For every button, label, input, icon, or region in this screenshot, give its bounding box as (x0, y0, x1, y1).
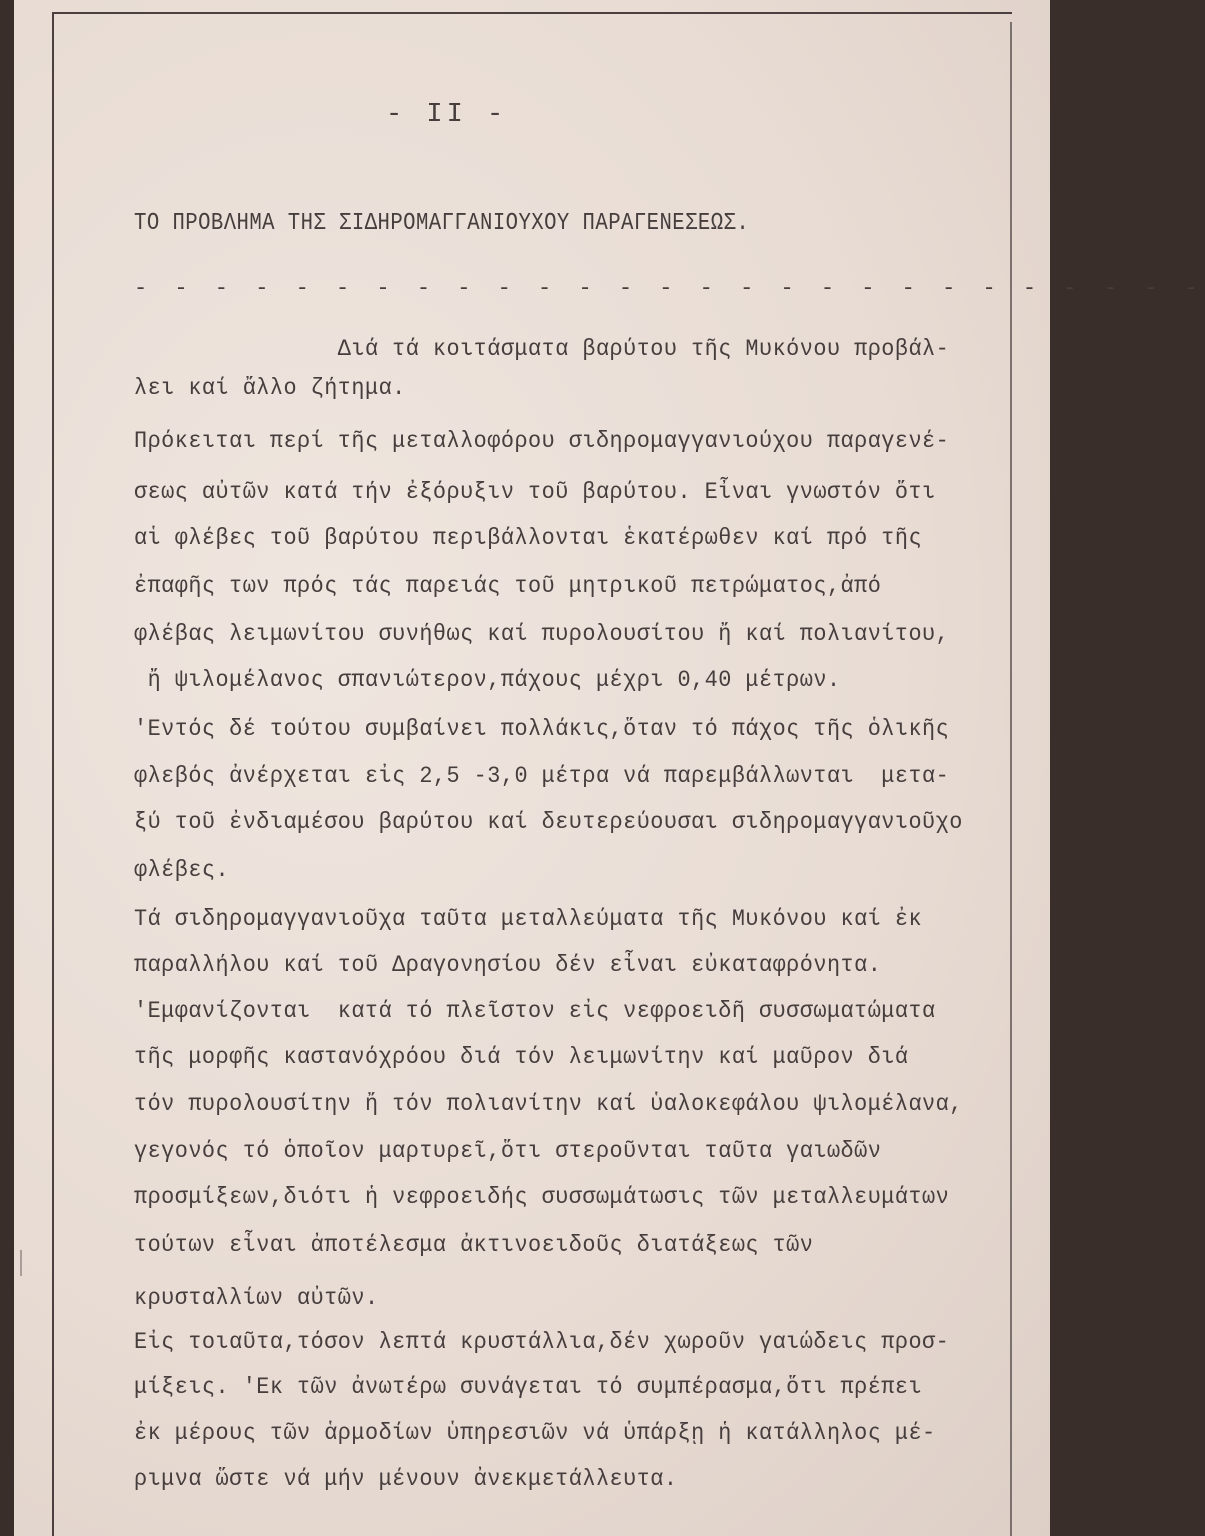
text-line: τόν πυρολουσίτην ἤ τόν πολιανίτην καί ὑαλοκεφάλου ψιλομέλανα, (134, 1091, 963, 1117)
text-line: τῆς μορφῆς καστανόχρόου διά τόν λειμωνίτην καί μαῦρον διά (134, 1044, 909, 1070)
text-line: Εἰς τοιαῦτα,τόσον λεπτά κρυστάλλια,δέν χωροῦν γαιώδεις προσ- (134, 1329, 950, 1355)
text-line: ξύ τοῦ ἐνδιαμέσου βαρύτου καί δευτερεύουσαι σιδηρομαγγανιοῦχο (134, 809, 963, 835)
text-line: τούτων εἶναι ἀποτέλεσμα ἀκτινοειδοῦς διατάξεως τῶν (134, 1232, 814, 1258)
page-border-right (1010, 22, 1012, 1536)
page-title: ΤΟ ΠΡΟΒΛΗΜΑ ΤΗΣ ΣΙΔΗΡΟΜΑΓΓΑΝΙΟΥΧΟΥ ΠΑΡΑΓΕΝΕΣΕΩΣ. (134, 210, 750, 237)
text-line: κρυσταλλίων αὐτῶν. (134, 1285, 379, 1311)
page-number: - II - (386, 100, 508, 130)
text-line: φλέβες. (134, 857, 230, 883)
text-line: ἐπαφῆς των πρός τάς παρειάς τοῦ μητρικοῦ πετρώματος,ἀπό (134, 573, 882, 599)
document-page (14, 0, 1205, 1536)
text-line: μίξεις. 'Εκ τῶν ἀνωτέρω συνάγεται τό συμπέρασμα,ὅτι πρέπει (134, 1374, 923, 1400)
text-line: σεως αὐτῶν κατά τήν ἐξόρυξιν τοῦ βαρύτου. Εἶναι γνωστόν ὅτι (134, 479, 936, 505)
title-underline: - - - - - - - - - - - - - - - - - - - - - - - - - - - (134, 276, 1205, 301)
text-line: φλέβας λειμωνίτου συνήθως καί πυρολουσίτου ἤ καί πολιανίτου, (134, 621, 950, 647)
text-line: φλεβός ἀνέρχεται εἰς 2,5 -3,0 μέτρα νά παρεμβάλλωνται μετα- (134, 763, 950, 789)
text-line: Διά τά κοιτάσματα βαρύτου τῆς Μυκόνου προβάλ- (134, 336, 950, 362)
text-line: Τά σιδηρομαγγανιοῦχα ταῦτα μεταλλεύματα τῆς Μυκόνου καί ἐκ (134, 906, 923, 932)
text-line: ἤ ψιλομέλανος σπανιώτερον,πάχους μέχρι 0,40 μέτρων. (134, 667, 841, 693)
text-line: προσμίξεων,διότι ἡ νεφροειδής συσσωμάτωσις τῶν μεταλλευμάτων (134, 1184, 950, 1210)
text-line: 'Εμφανίζονται κατά τό πλεῖστον εἰς νεφροειδῆ συσσωματώματα (134, 998, 936, 1024)
text-line: λει καί ἄλλο ζήτημα. (134, 375, 406, 401)
text-line: 'Εντός δέ τούτου συμβαίνει πολλάκις,ὅταν τό πάχος τῆς ὁλικῆς (134, 716, 950, 742)
page-border-left (52, 12, 54, 1536)
page-border-top (52, 12, 1012, 14)
text-line: αἱ φλέβες τοῦ βαρύτου περιβάλλονται ἑκατέρωθεν καί πρό τῆς (134, 525, 923, 551)
text-line: παραλλήλου καί τοῦ Δραγονησίου δέν εἶναι εὐκαταφρόνητα. (134, 952, 882, 978)
text-line: ἐκ μέρους τῶν ἁρμοδίων ὑπηρεσιῶν νά ὑπάρξῃ ἡ κατάλληλος μέ- (134, 1420, 936, 1446)
text-line: γεγονός τό ὁποῖον μαρτυρεῖ,ὅτι στεροῦνται ταῦτα γαιωδῶν (134, 1138, 882, 1164)
text-line: Πρόκειται περί τῆς μεταλλοφόρου σιδηρομαγγανιούχου παραγενέ- (134, 428, 950, 454)
margin-mark (20, 1250, 22, 1276)
text-line: ριμνα ὥστε νά μήν μένουν ἀνεκμετάλλευτα. (134, 1466, 678, 1492)
